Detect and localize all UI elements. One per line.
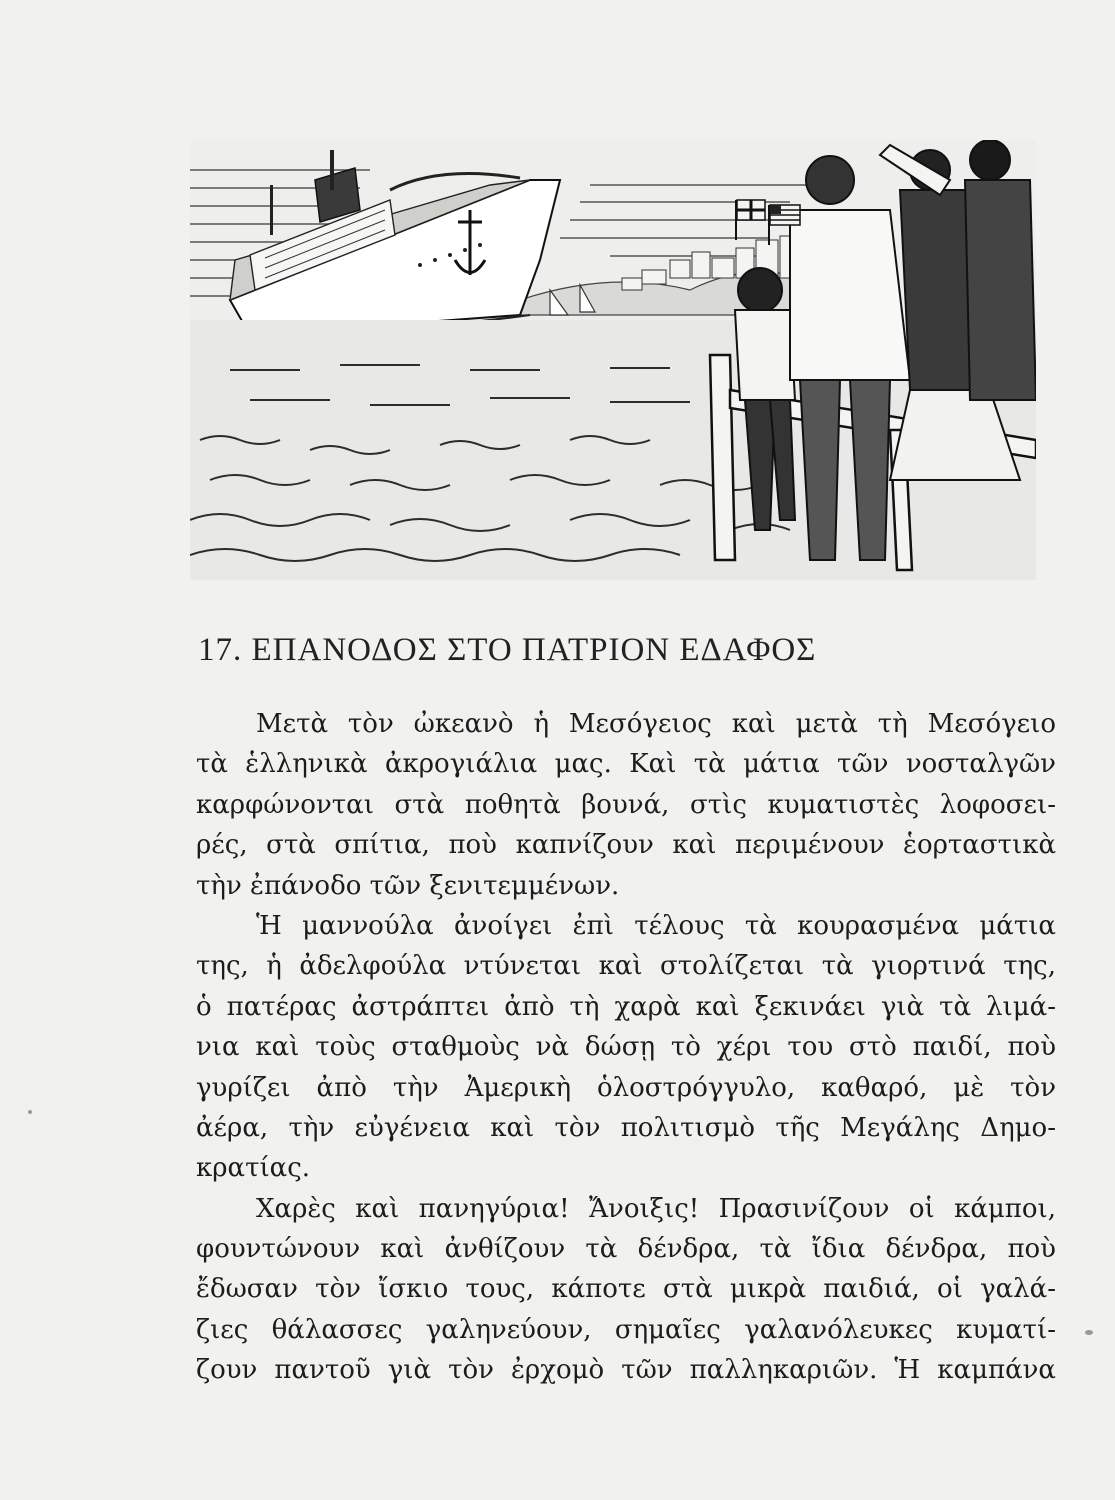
text-line: ἀέρα, τὴν εὐγένεια καὶ τὸν πολιτισμὸ τῆς Μεγάλης Δημο- xyxy=(196,1112,1056,1143)
chapter-body xyxy=(196,704,1056,1391)
chapter-title: ΕΠΑΝΟΔΟΣ ΣΤΟ ΠΑΤΡΙΟΝ ΕΔΑΦΟΣ xyxy=(251,632,817,668)
text-line: ζιες θάλασσες γαληνεύουν, σημαῖες γαλανόλευκες κυματί- xyxy=(196,1314,1056,1345)
chapter-heading xyxy=(198,632,816,669)
text-line: καρφώνονται στὰ ποθητὰ βουνά, στὶς κυματιστὲς λοφοσει- xyxy=(196,789,1056,820)
text-line: γυρίζει ἀπὸ τὴν Ἀμερικὴ ὁλοστρόγγυλο, καθαρό, μὲ τὸν xyxy=(196,1072,1056,1103)
text-line: νια καὶ τοὺς σταθμοὺς νὰ δώσῃ τὸ χέρι του στὸ παιδί, ποὺ xyxy=(196,1032,1056,1063)
text-line: Χαρὲς καὶ πανηγύρια! Ἄνοιξις! Πρασινίζουν οἱ κάμποι, xyxy=(256,1193,1056,1224)
text-line: ἔδωσαν τὸν ἴσκιο τους, κάποτε στὰ μικρὰ παιδιά, οἱ γαλά- xyxy=(196,1274,1056,1305)
text-line: ὁ πατέρας ἀστράπτει ἀπὸ τὴ χαρὰ καὶ ξεκινάει γιὰ τὰ λιμά- xyxy=(196,991,1056,1022)
text-line: της, ἡ ἀδελφούλα ντύνεται καὶ στολίζεται τὰ γιορτινά της, xyxy=(196,951,1056,982)
illustration-drawing xyxy=(190,140,1036,580)
text-line: ρές, στὰ σπίτια, ποὺ καπνίζουν καὶ περιμένουν ἑορταστικὰ xyxy=(196,830,1056,861)
paper-speck xyxy=(28,1110,32,1114)
text-line: Ἡ μαννούλα ἀνοίγει ἐπὶ τέλους τὰ κουρασμένα μάτια xyxy=(256,910,1056,941)
text-line: κρατίας. xyxy=(196,1153,311,1184)
ship-arrival-illustration xyxy=(190,140,1036,580)
text-line: Μετὰ τὸν ὠκεανὸ ἡ Μεσόγειος καὶ μετὰ τὴ Μεσόγειο xyxy=(256,709,1056,739)
text-line: τὴν ἐπάνοδο τῶν ξενιτεμμένων. xyxy=(196,870,620,901)
chapter-number: 17. xyxy=(198,632,243,668)
text-line: τὰ ἑλληνικὰ ἀκρογιάλια μας. Καὶ τὰ μάτια τῶν νοσταλγῶν xyxy=(196,749,1056,780)
text-line: φουντώνουν καὶ ἀνθίζουν τὰ δένδρα, τὰ ἴδια δένδρα, ποὺ xyxy=(196,1234,1056,1265)
text-line: ζουν παντοῦ γιὰ τὸν ἐρχομὸ τῶν παλληκαριῶν. Ἡ καμπάνα xyxy=(196,1355,1056,1386)
paper-speck xyxy=(1085,1330,1093,1335)
